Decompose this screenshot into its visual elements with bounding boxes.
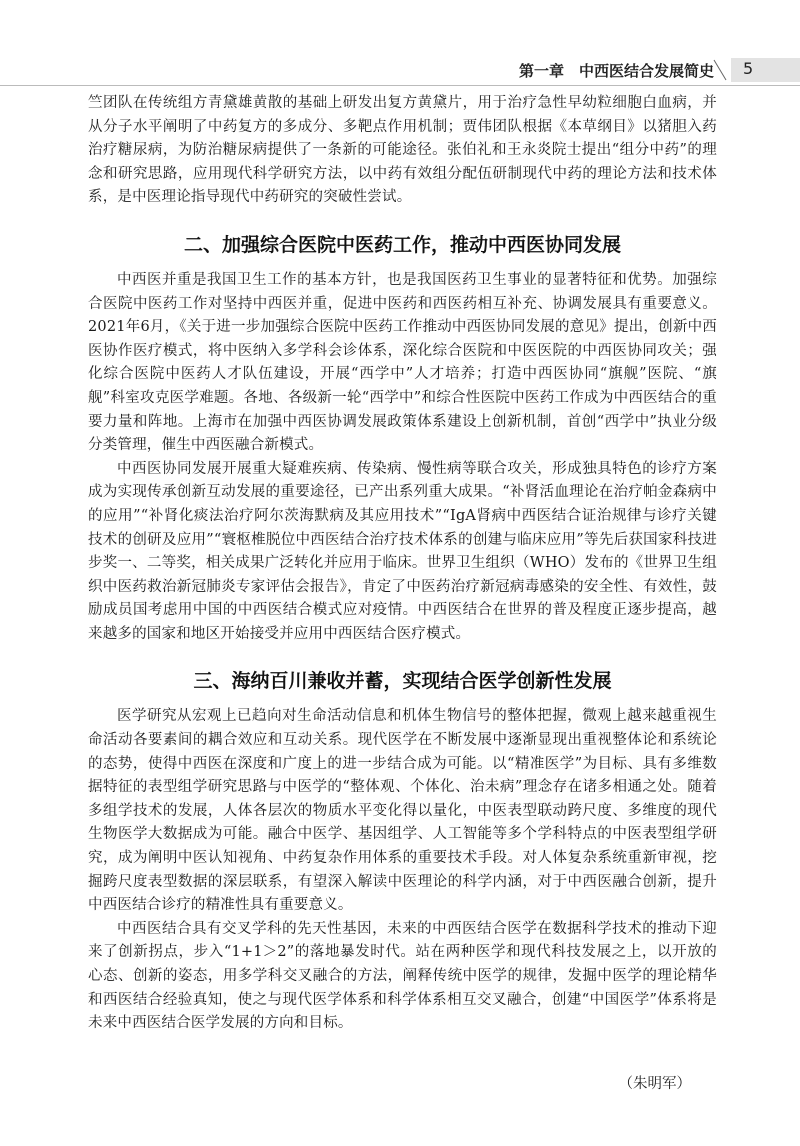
- header-slash-divider: [712, 58, 730, 82]
- intro-paragraph: 竺团队在传统组方青黛雄黄散的基础上研发出复方黄黛片，用于治疗急性早幼粒细胞白血病，并从分子水平阐明了中药复方的多成分、多靶点作用机制；贾伟团队根据《本草纲目》以猪胆入药治疗糖尿病，为防治糖尿病提供了一条新的可能途径。张伯礼和王永炎院士提出“组分中药”的理念和研究思路，应用现代科学研究方法，以中药有效组分配伍研制现代中药的理论方法和技术体系，是中医理论指导现代中药研究的突破性尝试。: [88, 95, 717, 206]
- section-3-paragraph: 医学研究从宏观上已趋向对生命活动信息和机体生物信号的整体把握，微观上越来越重视生命活动各要素间的耦合效应和互动关系。现代医学在不断发展中逐渐显现出重视整体论和系统论的态势，使得中西医在深度和广度上的进一步结合成为可能。以“精准医学”为目标、具有多维数据特征的表型组学研究思路与中医学的“整体观、个体化、治未病”理念存在诸多相通之处。随着多组学技术的发展，人体各层次的物质水平变化得以量化，中医表型联动跨尺度、多维度的现代生物医学大数据成为可能。融合中医学、基因组学、人工智能等多个学科特点的中医表型组学研究，成为阐明中医认知视角、中药复杂作用体系的重要技术手段。对人体复杂系统重新审视，挖掘跨尺度表型数据的深层联系，有望深入解读中医理论的科学内涵，对于中西医融合创新，提升中西医结合诊疗的精准性具有重要意义。: [88, 708, 717, 914]
- page-number-box: [731, 58, 800, 82]
- chapter-title: 第一章 中西医结合发展简史: [518, 62, 714, 80]
- section-2-paragraph: 中西医协同发展开展重大疑难疾病、传染病、慢性病等联合攻关，形成独具特色的诊疗方案成为实现传承创新互动发展的重要途径，已产出系列重大成果。“补肾活血理论在治疗帕金森病中的应用”“补肾化痰法治疗阿尔茨海默病及其应用技术”“IgA肾病中西医结合证治规律与诊疗关键技术的创研及应用”“寰枢椎脱位中西医结合治疗技术体系的创建与临床应用”等先后获国家科技进步奖一、二等奖，相关成果广泛转化并应用于临床。世界卫生组织（WHO）发布的《世界卫生组织中医药救治新冠肺炎专家评估会报告》，肯定了中医药治疗新冠病毒感染的安全性、有效性，鼓励成员国考虑用中国的中西医结合模式应对疫情。中西医结合在世界的普及程度正逐步提高，越来越多的国家和地区开始接受并应用中西医结合医疗模式。: [88, 460, 717, 642]
- page-body: [88, 92, 717, 1093]
- section-3-heading: 三、海纳百川兼收并蓄，实现结合医学创新性发展: [193, 670, 612, 693]
- running-header: [0, 58, 800, 84]
- header-rule: [0, 85, 800, 86]
- section-3-paragraph: 中西医结合具有交叉学科的先天性基因，未来的中西医结合医学在数据科学技术的推动下迎来了创新拐点，步入“1+1＞2”的落地暴发时代。站在两种医学和现代科技发展之上，以开放的心态、创新的姿态，用多学科交叉融合的方法，阐释传统中医学的规律，发掘中医学的理论精华和西医结合经验真知，使之与现代医学体系和科学体系相互交叉融合，创建“中国医学”体系将是未来中西医结合医学发展的方向和目标。: [88, 920, 717, 1032]
- author-signature: （朱明军）: [618, 1075, 691, 1092]
- section-2-heading: 二、加强综合医院中医药工作，推动中西医协同发展: [183, 233, 621, 256]
- page-number: 5: [743, 59, 754, 78]
- section-2-paragraph: 中西医并重是我国卫生工作的基本方针，也是我国医药卫生事业的显著特征和优势。加强综合医院中医药工作对坚持中西医并重，促进中医药和西医药相互补充、协调发展具有重要意义。2021年6月，《关于进一步加强综合医院中医药工作推动中西医协同发展的意见》提出，创新中西医协作医疗模式，将中医纳入多学科会诊体系，深化综合医院和中医医院的中西医协同攻关；强化综合医院中医药人才队伍建设，开展“西学中”人才培养；打造中西医协同“旗舰”医院、“旗舰”科室攻克医学难题。各地、各级新一轮“西学中”和综合性医院中医药工作成为中西医结合的重要力量和阵地。上海市在加强中西医协调发展政策体系建设上创新机制，首创“西学中”执业分级分类管理，催生中西医融合新模式。: [88, 271, 717, 454]
